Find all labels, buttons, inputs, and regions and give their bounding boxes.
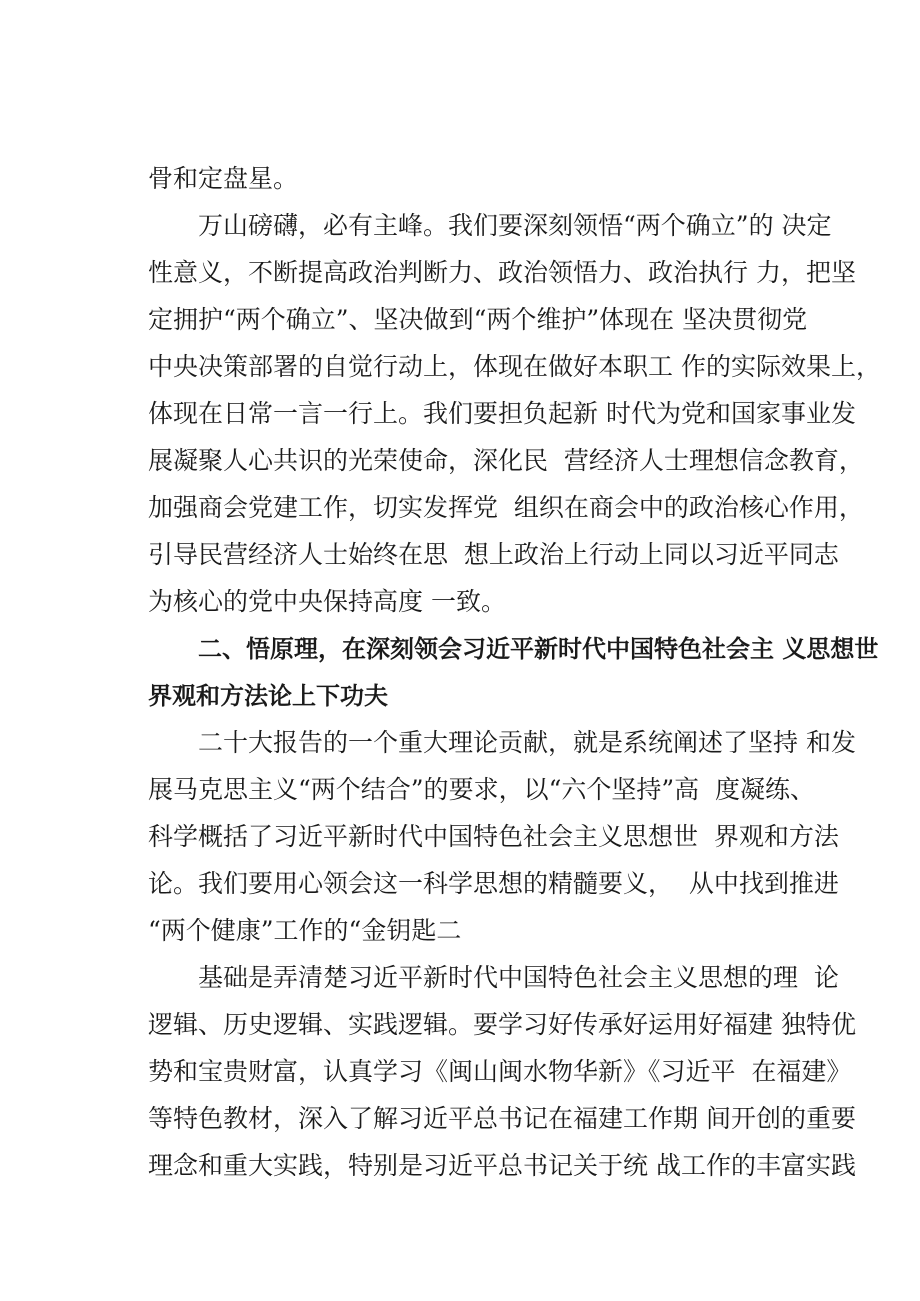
body-line: 科学概括了习近平新时代中国特色社会主义思想世 界观和方法 <box>148 822 839 851</box>
body-line: 展马克思主义“两个结合”的要求，以“六个坚持”高 度凝练、 <box>148 775 816 804</box>
body-line: 骨和定盘星。 <box>148 164 299 193</box>
body-line: 万山磅礴，必有主峰。我们要深刻领悟“两个确立”的 决定 <box>198 211 832 240</box>
body-line: 逻辑、历史逻辑、实践逻辑。要学习好传承好运用好福建 独特优 <box>148 1010 856 1039</box>
body-line: 等特色教材，深入了解习近平总书记在福建工作期 间开创的重要 <box>148 1104 856 1133</box>
body-line: 二十大报告的一个重大理论贡献，就是系统阐述了坚持 和发 <box>198 728 856 757</box>
body-line: “两个健康”工作的“金钥匙二 <box>148 916 462 945</box>
body-line: 展凝聚人心共识的光荣使命，深化民 营经济人士理想信念教育， <box>148 446 864 475</box>
body-line: 定拥护“两个确立”、坚决做到“两个维护”体现在 坚决贯彻党 <box>148 305 808 334</box>
body-line: 引导民营经济人士始终在思 想上政治上行动上同以习近平同志 <box>148 540 839 569</box>
section-heading-line: 界观和方法论上下功夫 <box>148 682 388 710</box>
body-line: 性意义，不断提高政治判断力、政治领悟力、政治执行 力，把坚 <box>148 258 856 287</box>
body-line: 基础是弄清楚习近平新时代中国特色社会主义思想的理 论 <box>198 963 839 992</box>
body-line: 加强商会党建工作，切实发挥党 组织在商会中的政治核心作用， <box>148 493 864 522</box>
body-line: 为核心的党中央保持高度 一致。 <box>148 587 506 616</box>
body-line: 中央决策部署的自觉行动上，体现在做好本职工 作的实际效果上， <box>148 352 881 381</box>
body-line: 论。我们要用心领会这一科学思想的精髓要义， 从中找到推进 <box>148 869 839 898</box>
body-line: 体现在日常一言一行上。我们要担负起新 时代为党和国家事业发 <box>148 399 856 428</box>
body-line: 势和宝贵财富，认真学习《闽山闽水物华新》《习近平 在福建》 <box>148 1057 852 1086</box>
body-line: 理念和重大实践，特别是习近平总书记关于统 战工作的丰富实践 <box>148 1151 856 1180</box>
section-heading-line: 二、悟原理，在深刻领会习近平新时代中国特色社会主 义思想世 <box>198 635 879 663</box>
